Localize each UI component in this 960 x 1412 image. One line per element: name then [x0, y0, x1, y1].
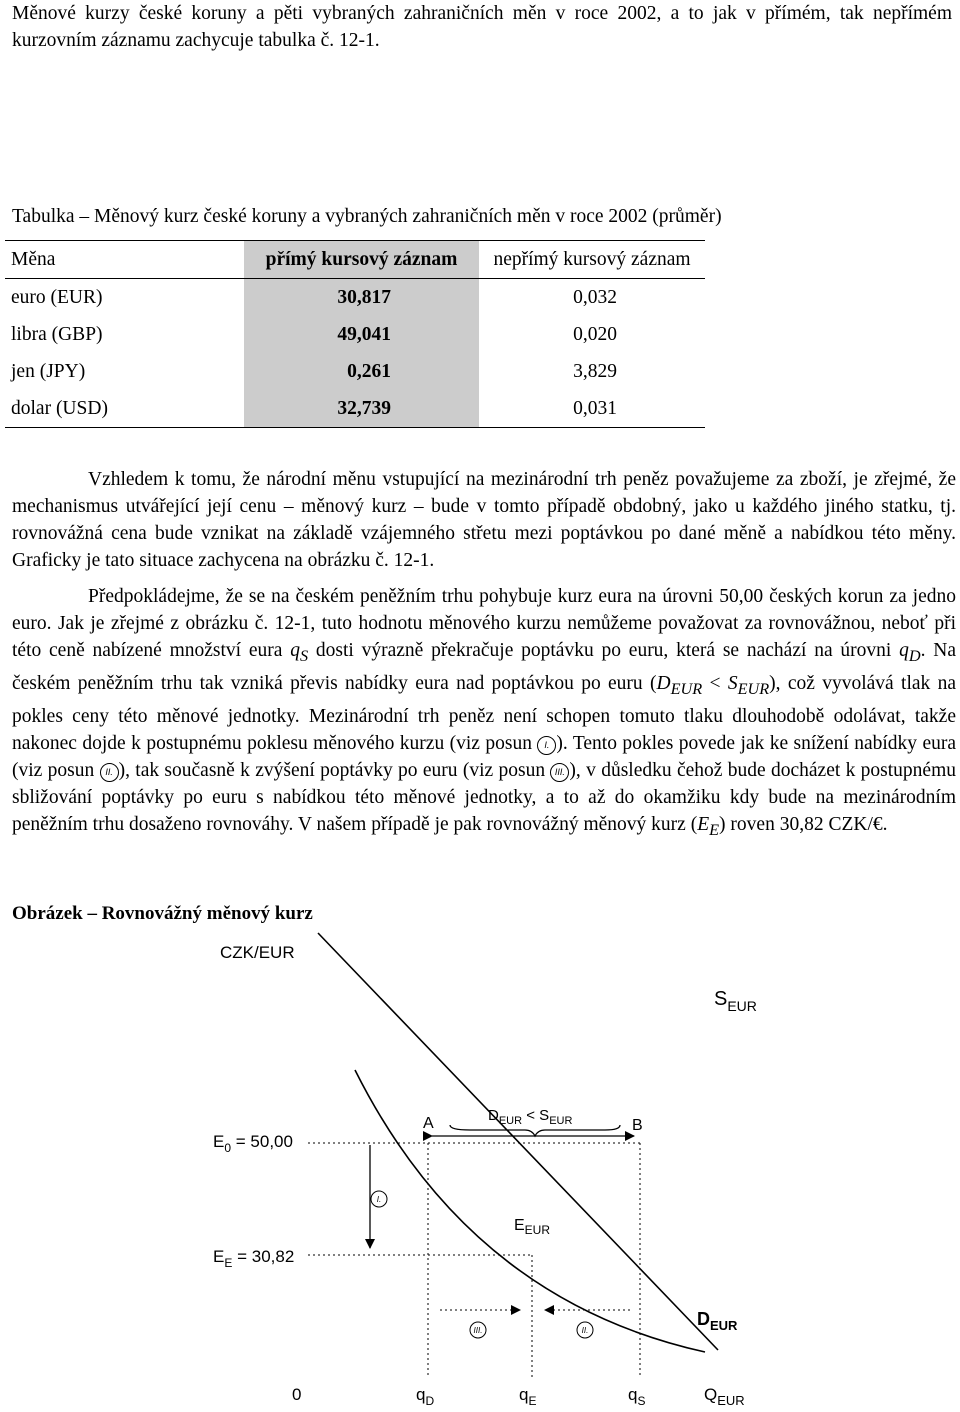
- text-run: dosti výrazně překračuje poptávku po euru, která se nachází na úrovni: [308, 640, 900, 661]
- text-run: . Na českém peněžním trhu tak vzniká převis nabídky eura nad poptávkou po euru (: [12, 640, 956, 694]
- supply-curve: [318, 933, 718, 1350]
- point-b-label: B: [632, 1117, 643, 1134]
- marker-1-label: I.: [376, 1195, 382, 1204]
- paragraph-1: Vzhledem k tomu, že národní měnu vstupující na mezinárodní trh peněz považujeme za zboží, je zřejmé, že mechanismus utvářející její cenu – měnový kurz – bude v tomto případě obdobný, jako u každého jiného statku, tj. rovnovážná cena bude vznikat na základě vzájemného střetu mezi poptávkou po dané měně a nabídkou této měny. Graficky je tato situace zachycena na obrázku č. 12-1.: [12, 469, 956, 571]
- cell-currency: jen (JPY): [11, 360, 86, 382]
- e0-label: $E_0 = 50,00$: [213, 1132, 293, 1155]
- table-row: [5, 353, 705, 390]
- text-run: <: [702, 672, 728, 694]
- cell-indirect: 0,031: [573, 397, 617, 419]
- qs-label: $q_S$: [628, 1385, 646, 1408]
- origin-label: 0: [292, 1385, 302, 1404]
- table-title: Tabulka – Měnový kurz české koruny a vybraných zahraničních měn v roce 2002 (průměr): [12, 206, 722, 227]
- ee-symbol: $E_E$: [697, 813, 720, 839]
- y-axis-label: CZK/EUR: [220, 943, 295, 962]
- header-indirect: nepřímý kursový záznam: [493, 248, 691, 270]
- supply-label: $S_{EUR}$: [714, 988, 757, 1014]
- cell-indirect: 0,032: [573, 286, 617, 308]
- body-text: [12, 466, 956, 844]
- d-eur-symbol: $D_{EUR}$: [656, 672, 703, 698]
- text-run: ), v důsledku čehož bude docházet k postupnému sbližování poptávky po euru s nabídkou této měnové jednotky, a to až do okamžiku kdy bude na mezinárodním peněžním trhu dosaženo rovnováhy. V našem případě je pak rovnovážný měnový kurz (: [12, 759, 957, 835]
- equilibrium-label: $E_{EUR}$: [514, 1217, 551, 1237]
- ee-label: $E_E = 30,82$: [213, 1247, 295, 1270]
- text-run: ). Tento pokles povede jak ke snížení nabídky eura (viz posun: [12, 732, 956, 781]
- demand-label: $D_{EUR}$: [697, 1309, 738, 1333]
- equilibrium-diagram: [0, 930, 960, 1412]
- cell-direct: 30,817: [244, 279, 479, 317]
- text-run: ), tak současně k zvýšení poptávky po euru (viz posun: [118, 759, 551, 781]
- cell-direct: 32,739: [244, 390, 479, 428]
- shift-marker-3: III.: [550, 763, 569, 782]
- qd-label: $q_D$: [416, 1385, 435, 1408]
- s-eur-symbol: $S_{EUR}$: [727, 672, 770, 698]
- excess-supply-label: $D_{EUR} < S_{EUR}$: [488, 1107, 573, 1127]
- x-axis-label: $Q_{EUR}$: [704, 1385, 745, 1408]
- qd-symbol: $q_D$: [899, 640, 921, 665]
- cell-currency: libra (GBP): [11, 323, 103, 345]
- shift-marker-2: II.: [100, 763, 119, 782]
- cell-direct: 0,261: [244, 353, 479, 390]
- marker-3-label: III.: [473, 1326, 483, 1335]
- paragraph-2: [12, 583, 956, 844]
- marker-2-label: II.: [581, 1326, 589, 1335]
- text-run: Předpokládejme, že se na českém peněžním trhu pohybuje kurz eura na úrovni 50,00 českých korun za jedno euro. Jak je zřejmé z obrázku č. 12-1, tuto hodnotu měnového kurzu nemůžeme považovat za rovnovážnou, neboť při této ceně nabízené množství eura: [12, 586, 956, 661]
- table-row: [5, 390, 705, 428]
- intro-paragraph: Měnové kurzy české koruny a pěti vybraných zahraničních měn v roce 2002, a to jak v přímém, tak nepřímém kurzovním záznamu zachycuje tabulka č. 12-1.: [12, 3, 952, 51]
- excess-supply-brace: [450, 1125, 620, 1136]
- qs-symbol: $q_S$: [290, 640, 309, 665]
- table-row: [5, 316, 705, 353]
- text-run: ), což vyvolává tlak na pokles ceny této měnové jednotky. Mezinárodní trh peněz není schopen tomuto tlaku dlouhodobě odolávat, takže nakonec dojde k postupnému poklesu měnového kurzu (viz posun: [12, 672, 956, 754]
- cell-currency: euro (EUR): [11, 286, 103, 308]
- table-row: [5, 279, 705, 317]
- qe-label: $q_E$: [519, 1385, 537, 1408]
- exchange-rate-table: [5, 240, 705, 428]
- figure-title: Obrázek – Rovnovážný měnový kurz: [12, 903, 313, 924]
- text-run: ) roven 30,82 CZK/€.: [719, 813, 888, 835]
- table-header-row: [5, 241, 705, 279]
- header-currency: Měna: [11, 248, 56, 270]
- shift-marker-1: I.: [537, 736, 556, 755]
- point-a-label: A: [423, 1115, 434, 1132]
- cell-indirect: 3,829: [573, 360, 617, 382]
- cell-direct: 49,041: [244, 316, 479, 353]
- header-direct: přímý kursový záznam: [244, 241, 479, 279]
- cell-indirect: 0,020: [573, 323, 617, 345]
- cell-currency: dolar (USD): [11, 397, 108, 419]
